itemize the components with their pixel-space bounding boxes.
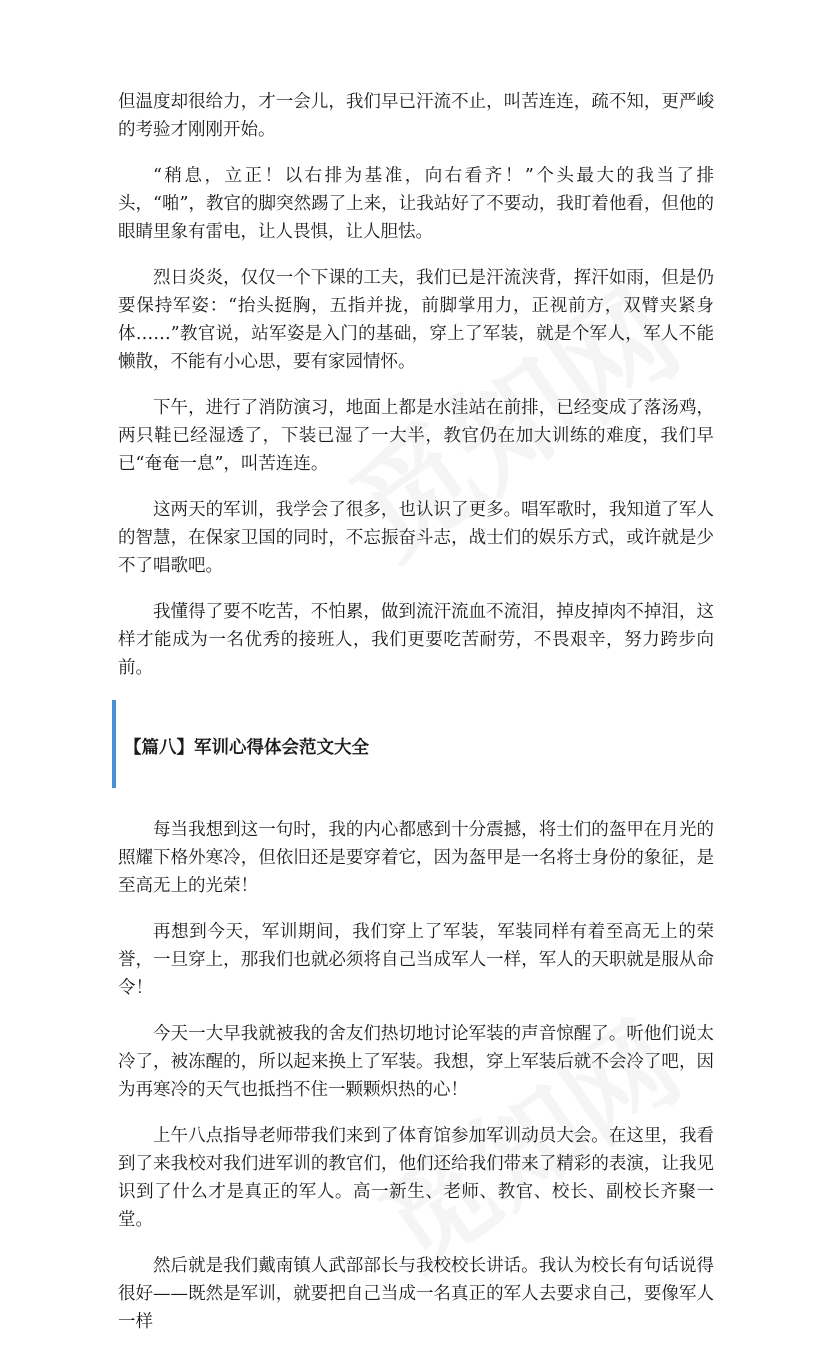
paragraph: 每当我想到这一句时，我的内心都感到十分震撼，将士们的盔甲在月光的照耀下格外寒冷，但依旧还是要穿着它，因为盔甲是一名将士身份的象征，是至高无上的光荣！ <box>118 820 714 896</box>
paragraph: 下午，进行了消防演习，地面上都是水洼站在前排，已经变成了落汤鸡，两只鞋已经湿透了，下装已湿了一大半，教官仍在加大训练的难度，我们早已“奄奄一息”，叫苦连连。 <box>118 398 714 474</box>
paragraph: 我懂得了要不吃苦，不怕累，做到流汗流血不流泪，掉皮掉肉不掉泪，这样才能成为一名优秀的接班人，我们更要吃苦耐劳，不畏艰辛，努力跨步向前。 <box>118 602 714 678</box>
paragraph: 上午八点指导老师带我们来到了体育馆参加军训动员大会。在这里，我看到了来我校对我们进军训的教官们，他们还给我们带来了精彩的表演，让我见识到了什么才是真正的军人。高一新生、老师、教官、校长、副校长齐聚一堂。 <box>118 1126 714 1230</box>
section-heading <box>112 700 714 788</box>
paragraph: 烈日炎炎，仅仅一个下课的工夫，我们已是汗流浃背，挥汗如雨，但是仍要保持军姿：“抬头挺胸，五指并拢，前脚掌用力，正视前方，双臂夹紧身体……”教官说，站军姿是入门的基础，穿上了军装，就是个军人，军人不能懒散，不能有小心思，要有家园情怀。 <box>118 268 714 372</box>
paragraph: 这两天的军训，我学会了很多，也认识了更多。唱军歌时，我知道了军人的智慧，在保家卫国的同时，不忘振奋斗志，战士们的娱乐方式，或许就是少不了唱歌吧。 <box>118 500 714 576</box>
paragraph: 然后就是我们戴南镇人武部部长与我校校长讲话。我认为校长有句话说得很好——既然是军训，就要把自己当成一名真正的军人去要求自己，要像军人一样 <box>118 1256 714 1332</box>
paragraph: “稍息，立正！以右排为基准，向右看齐！”个头最大的我当了排头，“啪”，教官的脚突然踢了上来，让我站好了不要动，我盯着他看，但他的眼睛里象有雷电，让人畏惧，让人胆怯。 <box>118 166 714 242</box>
paragraph: 再想到今天，军训期间，我们穿上了军装，军装同样有着至高无上的荣誉，一旦穿上，那我们也就必须将自己当成军人一样，军人的天职就是服从命令！ <box>118 922 714 998</box>
paragraph: 今天一大早我就被我的舍友们热切地讨论军装的声音惊醒了。听他们说太冷了，被冻醒的，所以起来换上了军装。我想，穿上军装后就不会冷了吧，因为再寒冷的天气也抵挡不住一颗颗炽热的心！ <box>118 1024 714 1100</box>
section-heading-text: 【篇八】军训心得体会范文大全 <box>124 738 369 758</box>
paragraph: 但温度却很给力，才一会儿，我们早已汗流不止，叫苦连连，疏不知，更严峻的考验才刚刚开始。 <box>118 92 714 140</box>
document-body <box>118 88 714 1354</box>
